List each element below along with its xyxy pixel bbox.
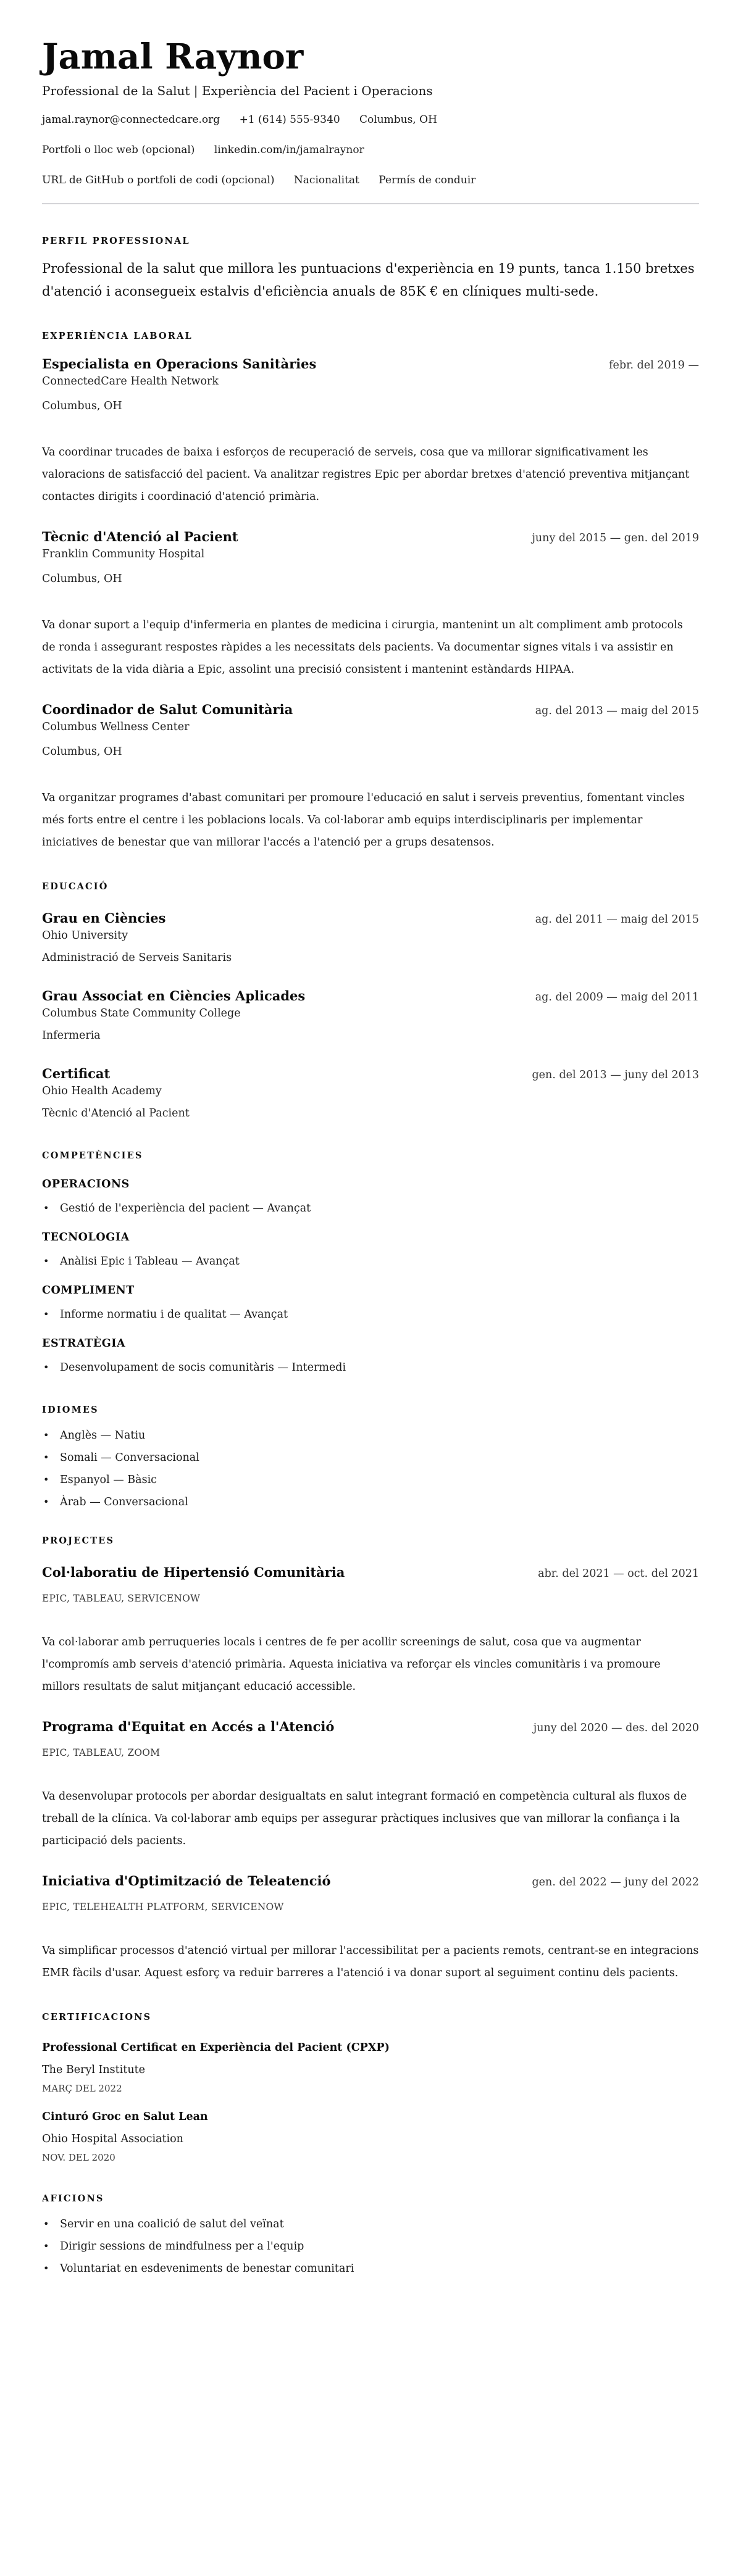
skill-list [42,1253,699,1269]
language-item: • Anglès — Natiu [42,1427,699,1444]
hobby-item: • Dirigir sessions de mindfulness per a l'equip [42,2238,699,2254]
job-company: Columbus Wellness Center [42,721,190,733]
project-dates: abr. del 2021 — oct. del 2021 [538,1568,699,1580]
project-item [42,1718,699,1852]
field-of-study: Tècnic d'Atenció al Pacient [42,1107,190,1120]
certification-issuer: Ohio Hospital Association [42,2133,183,2145]
job-company: Franklin Community Hospital [42,548,205,560]
job-location: Columbus, OH [42,573,122,585]
job-title: Tècnic d'Atenció al Pacient [42,529,238,544]
project-title: Iniciativa d'Optimització de Teleatenció [42,1873,331,1888]
section-title-hobbies: AFICIONS [42,2193,104,2204]
portfolio-link[interactable]: Portfoli o lloc web (opcional) [42,144,195,156]
skill-list [42,1360,699,1376]
experience-item [42,355,699,508]
contact-info [42,112,699,188]
location: Columbus, OH [359,114,437,126]
skill-group-title: ESTRATÈGIA [42,1337,126,1350]
contact-row-primary [42,112,699,127]
profile-section [42,235,699,303]
project-title: Col·laboratiu de Hipertensió Comunitària [42,1564,345,1580]
section-title-experience: EXPERIÈNCIA LABORAL [42,331,193,341]
skill-item: • Gestió de l'experiència del pacient — Avançat [42,1200,699,1216]
school-name: Columbus State Community College [42,1007,241,1020]
languages-section [42,1404,699,1510]
experience-section [42,330,699,854]
project-technologies: EPIC, TABLEAU, ZOOM [42,1747,161,1758]
job-dates: ag. del 2013 — maig del 2015 [535,705,699,717]
linkedin-link[interactable]: linkedin.com/in/jamalraynor [214,144,364,156]
project-item [42,1872,699,1984]
education-dates: ag. del 2009 — maig del 2011 [535,991,699,1003]
project-title: Programa d'Equitat en Accés a l'Atenció [42,1719,335,1734]
phone-number[interactable]: +1 (614) 555-9340 [239,114,340,126]
degree-title: Grau en Ciències [42,910,166,926]
field-of-study: Administració de Serveis Sanitaris [42,952,232,964]
section-title-education: EDUCACIÓ [42,881,109,892]
skill-item: • Desenvolupament de socis comunitàris — Intermedi [42,1360,699,1376]
field-of-study: Infermeria [42,1029,101,1042]
project-technologies: EPIC, TABLEAU, SERVICENOW [42,1593,201,1604]
job-title: Coordinador de Salut Comunitària [42,702,293,717]
resume-header [42,36,699,204]
education-dates: ag. del 2011 — maig del 2015 [535,913,699,926]
project-description: Va col·laborar amb perruqueries locals i centres de fe per acollir screenings de salut, cosa que va augmentar l'compromís amb serveis d'atenció primària. Aquesta iniciativa va reforçar els vincles comunitàris i va promoure millors resultats de salut mitjançant educació accessible. [42,1636,661,1693]
driving-license: Permís de conduir [379,174,476,186]
certification-item [42,2040,699,2095]
certification-item [42,2109,699,2164]
nationality: Nacionalitat [293,174,359,186]
job-location: Columbus, OH [42,400,122,412]
section-title-languages: IDIOMES [42,1405,99,1415]
job-location: Columbus, OH [42,746,122,758]
skill-list [42,1200,699,1216]
project-description: Va simplificar processos d'atenció virtual per millorar l'accessibilitat per a pacients remots, centrant-se en integracions EMR fàcils d'usar. Aquest esforç va reduir barreres a l'atenció i va donar suport al seguiment continu dels pacients. [42,1945,699,1979]
candidate-name: Jamal Raynor [42,36,304,77]
certification-date: NOV. DEL 2020 [42,2152,115,2163]
candidate-headline: Professional de la Salut | Experiència del Pacient i Operacions [42,83,433,98]
education-section [42,881,699,1121]
job-description: Va coordinar trucades de baixa i esforços de recuperació de serveis, cosa que va millorar significativament les valoracions de satisfacció del pacient. Va analitzar registres Epic per abordar bretxes d'atenció preventiva mitjançant contactes dirigits i coordinació d'atenció primària. [42,446,690,503]
skill-item: • Informe normatiu i de qualitat — Avançat [42,1307,699,1323]
education-item [42,987,699,1044]
skills-section [42,1150,699,1376]
section-title-skills: COMPETÈNCIES [42,1150,143,1161]
job-dates: febr. del 2019 — [609,359,699,372]
certification-date: MARÇ DEL 2022 [42,2083,122,2094]
certification-name: Cinturó Groc en Salut Lean [42,2111,208,2123]
job-description: Va donar suport a l'equip d'infermeria en plantes de medicina i cirurgia, mantenint un alt compliment amb protocols de ronda i assegurant respostes ràpides a les necessitats dels pacients. Va documentar signes vitals i va assistir en activitats de la vida diària a Epic, assolint una precisió consistent i mantenint estàndards HIPAA. [42,619,683,676]
language-item: • Espanyol — Bàsic [42,1472,699,1488]
project-dates: gen. del 2022 — juny del 2022 [532,1876,699,1888]
project-description: Va desenvolupar protocols per abordar desigualtats en salut integrant formació en competència cultural als fluxos de treball de la clínica. Va col·laborar amb equips per assegurar pràctiques inclusives que van millorar la confiança i la participació dels pacients. [42,1790,687,1847]
degree-title: Certificat [42,1066,111,1081]
skill-list [42,1307,699,1323]
certification-issuer: The Beryl Institute [42,2064,145,2076]
degree-title: Grau Associat en Ciències Aplicades [42,988,306,1003]
hobby-item: • Voluntariat en esdeveniments de benestar comunitari [42,2261,699,2277]
school-name: Ohio Health Academy [42,1085,162,1097]
hobbies-section [42,2193,699,2277]
section-title-profile: PERFIL PROFESSIONAL [42,236,190,246]
skill-group-title: TECNOLOGIA [42,1231,130,1244]
project-item [42,1563,699,1698]
certifications-section [42,2011,699,2164]
language-list [42,1427,699,1510]
section-title-certifications: CERTIFICACIONS [42,2012,152,2022]
section-title-projects: PROJECTES [42,1535,115,1546]
project-dates: juny del 2020 — des. del 2020 [533,1722,699,1734]
header-divider [42,203,699,204]
language-item: • Àrab — Conversacional [42,1494,699,1510]
school-name: Ohio University [42,929,128,942]
certification-name: Professional Certificat en Experiència del Pacient (CPXP) [42,2042,390,2054]
language-item: • Somali — Conversacional [42,1450,699,1466]
profile-summary: Professional de la salut que millora les puntuacions d'experiència en 19 punts, tanca 1.150 bretxes d'atenció i aconsegueix estalvis d'eficiència anuals de 85K € en clíniques multi-sede. [42,261,695,299]
job-company: ConnectedCare Health Network [42,375,219,388]
education-dates: gen. del 2013 — juny del 2013 [532,1069,699,1081]
hobby-item: • Servir en una coalició de salut del veïnat [42,2216,699,2232]
job-title: Especialista en Operacions Sanitàries [42,356,317,372]
hobby-list [42,2216,699,2277]
skill-group-title: OPERACIONS [42,1178,130,1190]
education-item [42,909,699,966]
job-description: Va organitzar programes d'abast comunitari per promoure l'educació en salut i serveis preventius, fomentant vincles més forts entre el centre i les poblacions locals. Va col·laborar amb equips interdisciplinaris per implementar iniciatives de benestar que van millorar l'accés a l'atenció per a grups desatensos. [42,792,685,849]
email-link[interactable]: jamal.raynor@connectedcare.org [42,114,220,126]
github-link[interactable]: URL de GitHub o portfoli de codi (opcional) [42,174,275,186]
job-dates: juny del 2015 — gen. del 2019 [532,532,699,544]
education-item [42,1065,699,1121]
project-technologies: EPIC, TELEHEALTH PLATFORM, SERVICENOW [42,1901,284,1913]
skill-item: • Anàlisi Epic i Tableau — Avançat [42,1253,699,1269]
contact-row-extra [42,173,699,188]
skill-group-title: COMPLIMENT [42,1284,135,1297]
contact-row-links [42,143,699,157]
experience-item [42,700,699,854]
projects-section [42,1535,699,1984]
experience-item [42,528,699,681]
